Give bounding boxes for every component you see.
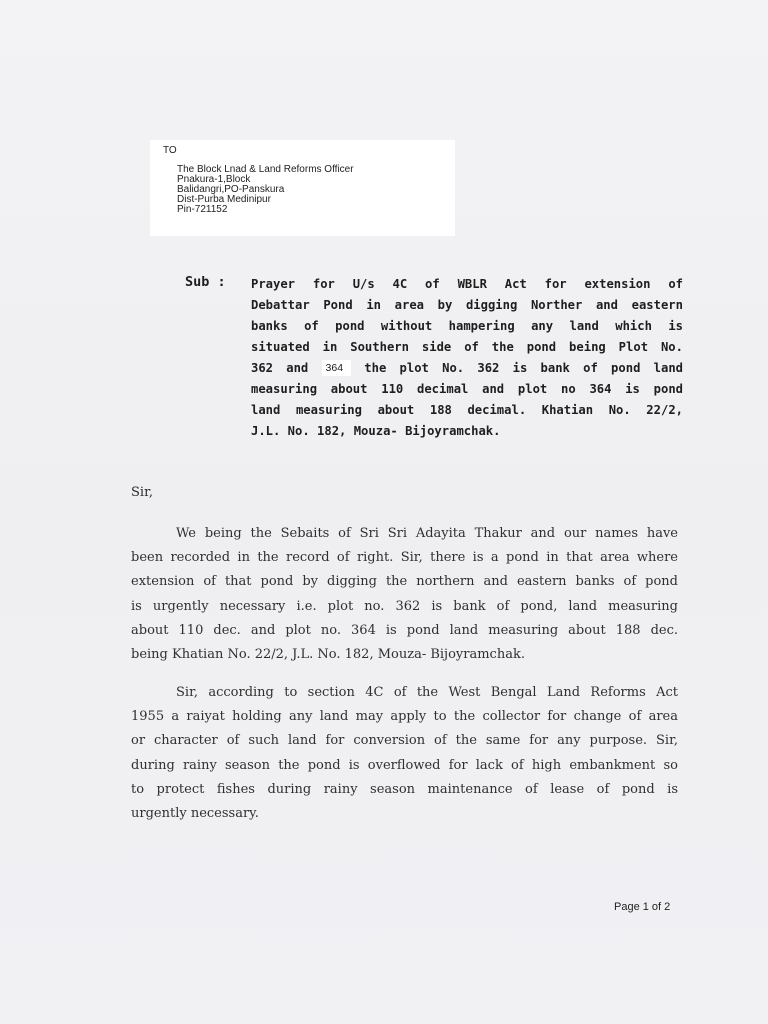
- paragraph-line: being Khatian No. 22/2, J.L. No. 182, Mouza- Bijoyramchak.: [131, 646, 525, 662]
- address-block: [150, 140, 455, 236]
- address-line: Balidangri,PO-Panskura: [177, 184, 285, 195]
- address-line: Pin-721152: [177, 204, 228, 215]
- paragraph-line: We being the Sebaits of Sri Sri Adayita Thakur and our names have: [176, 526, 678, 541]
- subject-line-plot: [251, 358, 683, 379]
- address-line: Dist-Purba Medinipur: [177, 194, 271, 205]
- body-paragraph-2: [131, 681, 678, 826]
- paragraph-line: about 110 dec. and plot no. 364 is pond land measuring about 188 dec.: [131, 622, 678, 638]
- paragraph-line: extension of that pond by digging the northern and eastern banks of pond: [131, 574, 678, 590]
- recipient-address: [177, 165, 354, 215]
- to-label: TO: [163, 145, 177, 156]
- paragraph-line: is urgently necessary i.e. plot no. 362 is bank of pond, land measuring: [131, 598, 678, 614]
- subject-line: situated in Southern side of the pond being Plot No.: [251, 340, 683, 354]
- plot-number-field: 364: [322, 360, 352, 376]
- paragraph-line: been recorded in the record of right. Sir, there is a pond in that area where: [131, 550, 678, 566]
- page-number: Page 1 of 2: [614, 901, 671, 913]
- body-paragraph-1: [131, 522, 678, 667]
- paragraph-line: 1955 a raiyat holding any land may apply to the collector for change of area: [131, 709, 678, 725]
- subject-line: banks of pond without hampering any land which is: [251, 319, 683, 333]
- subject-line: Prayer for U/s 4C of WBLR Act for extension of: [251, 277, 683, 291]
- paragraph-line: during rainy season the pond is overflowed for lack of high embankment so: [131, 757, 678, 773]
- subject-label: Sub :: [185, 274, 226, 290]
- subject-line: measuring about 110 decimal and plot no 364 is pond: [251, 382, 683, 396]
- subject-line: J.L. No. 182, Mouza- Bijoyramchak.: [251, 424, 501, 438]
- address-line: Pnakura-1,Block: [177, 174, 251, 185]
- paragraph-line: to protect fishes during rainy season maintenance of lease of pond is: [131, 781, 678, 797]
- subject-line-rest: the plot No. 362 is bank of pond land: [364, 361, 683, 375]
- subject-line: Debattar Pond in area by digging Norther and eastern: [251, 298, 683, 312]
- paragraph-line: Sir, according to section 4C of the West Bengal Land Reforms Act: [176, 685, 678, 700]
- address-line: The Block Lnad & Land Reforms Officer: [177, 164, 354, 175]
- paragraph-line: or character of such land for conversion of the same for any purpose. Sir,: [131, 733, 678, 749]
- subject-line-prefix: 362 and: [251, 361, 309, 375]
- subject-line: land measuring about 188 decimal. Khatian No. 22/2,: [251, 403, 683, 417]
- subject-text: [251, 274, 683, 442]
- salutation: Sir,: [131, 485, 153, 500]
- paragraph-line: urgently necessary.: [131, 805, 259, 821]
